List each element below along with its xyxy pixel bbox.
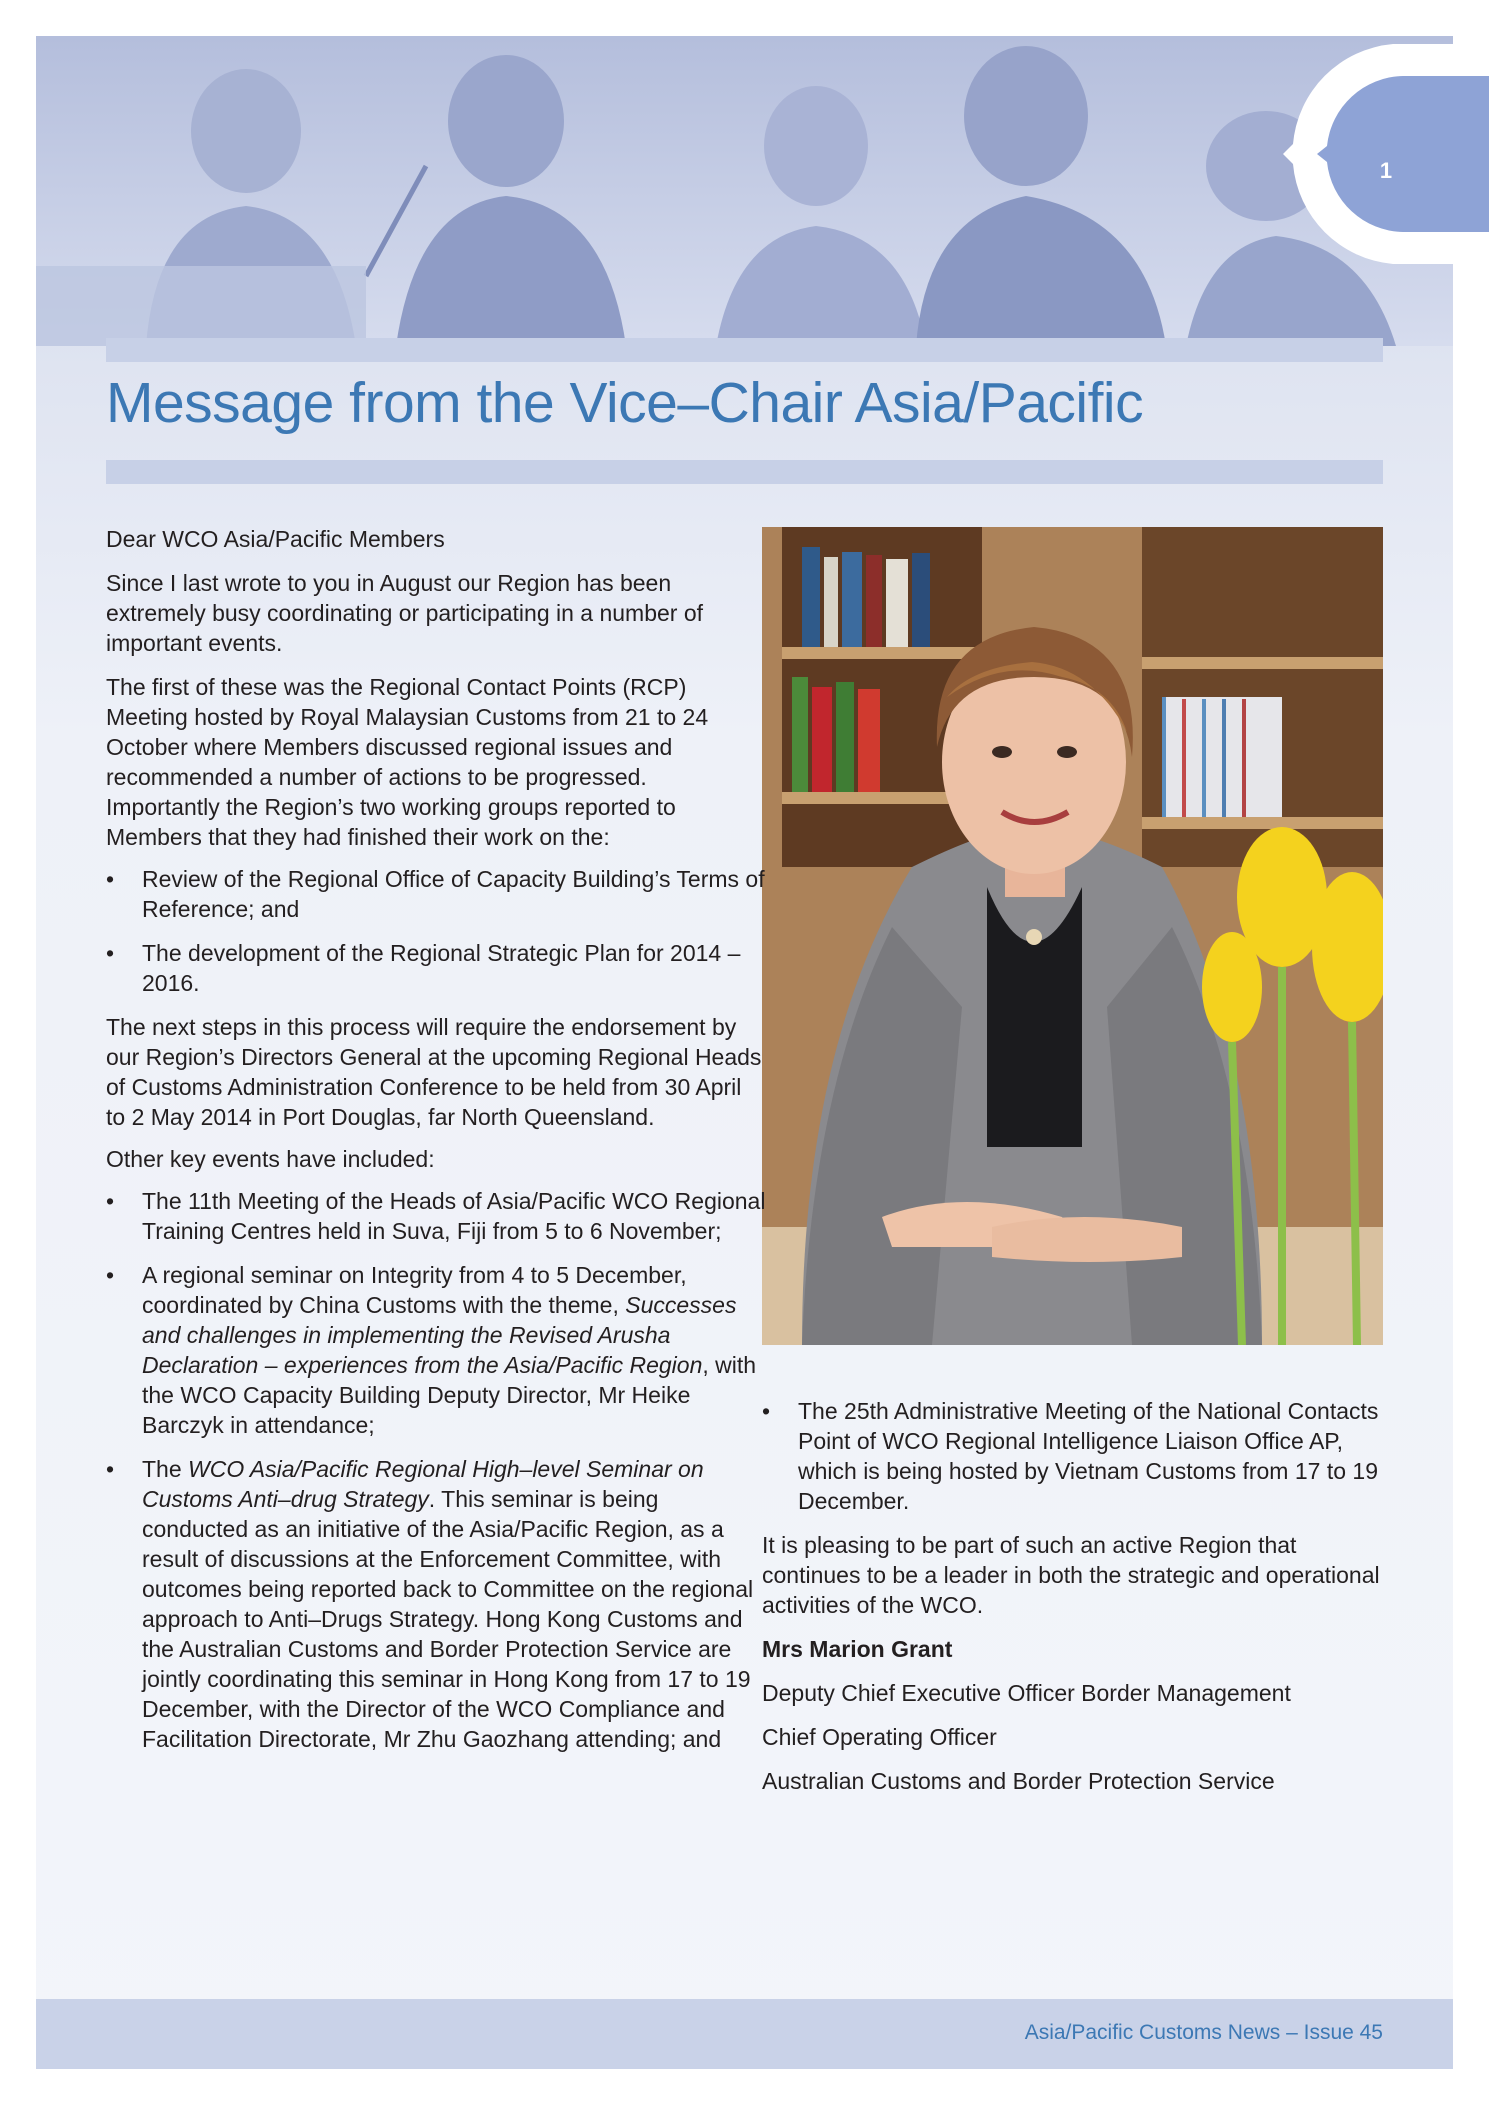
text-span: . This seminar is being conducted as an initiative of the Asia/Pacific Region, as a result of discussions at the Enforcement Committee, with outcomes being reported back to Committee on the regional approach to Anti–Drugs Strategy. Hong Kong Customs and the Australian Customs and Border Protection Service are jointly coordinating this seminar in Hong Kong from 17 to 19 December, with the Director of the WCO Compliance and Facilitation Directorate, Mr Zhu Gaozhang attending; and <box>142 1486 754 1752</box>
text-span: A regional seminar on Integrity from 4 to 5 December, coordinated by China Customs with the theme, <box>142 1262 687 1318</box>
text-span: The <box>142 1456 189 1482</box>
signature-title: Deputy Chief Executive Officer Border Management <box>762 1680 1291 1706</box>
key-events-list-continued <box>762 1396 1392 1516</box>
paragraph-intro: Since I last wrote to you in August our Region has been extremely busy coordinating or participating in a number of important events. <box>106 570 704 656</box>
list-item <box>106 1454 766 1754</box>
portrait-photo <box>762 527 1383 1345</box>
list-item: • The 25th Administrative Meeting of the National Contacts Point of WCO Regional Intelligence Liaison Office AP, which is being hosted by Vietnam Customs from 17 to 19 December. <box>762 1396 1392 1516</box>
portrait-illustration <box>762 527 1383 1345</box>
page <box>36 36 1453 2069</box>
signature-name: Mrs Marion Grant <box>762 1636 953 1662</box>
salutation: Dear WCO Asia/Pacific Members <box>106 526 445 552</box>
text-span: , with the WCO Capacity Building Deputy Director, Mr Heike Barczyk in attendance; <box>142 1352 757 1438</box>
page-number: 1 <box>1379 158 1393 183</box>
signature-organisation: Australian Customs and Border Protection Service <box>762 1768 1275 1794</box>
title-rule-top <box>106 338 1383 362</box>
footer-publication: Asia/Pacific Customs News – Issue 45 <box>1024 2021 1383 2044</box>
seminar-title: WCO Asia/Pacific Regional High–level Seminar on Customs Anti–drug Strategy <box>142 1456 704 1512</box>
seminar-theme: Successes and challenges in implementing the Revised Arusha Declaration – experiences from the Asia/Pacific Region <box>142 1292 737 1378</box>
header-banner-image <box>36 36 1453 346</box>
paragraph-rcp: The first of these was the Regional Contact Points (RCP) Meeting hosted by Royal Malaysian Customs from 21 to 24 October where Members discussed regional issues and recommended a number of actions to be progressed. Importantly the Region’s two working groups reported to Members that they had finished their work on the: <box>106 674 709 850</box>
banner-meeting-photo <box>36 36 1453 346</box>
right-column <box>762 1396 1392 1810</box>
working-groups-list <box>106 864 766 998</box>
left-column <box>106 524 766 1768</box>
list-item: • The development of the Regional Strategic Plan for 2014 – 2016. <box>106 938 766 998</box>
title-rule-bottom <box>106 460 1383 484</box>
paragraph-other-events: Other key events have included: <box>106 1146 435 1172</box>
key-events-list <box>106 1186 766 1754</box>
list-item <box>106 1260 766 1440</box>
list-item: • The 11th Meeting of the Heads of Asia/Pacific WCO Regional Training Centres held in Suva, Fiji from 5 to 6 November; <box>106 1186 766 1246</box>
list-item: • Review of the Regional Office of Capacity Building’s Terms of Reference; and <box>106 864 766 924</box>
paragraph-next-steps: The next steps in this process will require the endorsement by our Region’s Directors General at the upcoming Regional Heads of Customs Administration Conference to be held from 30 April to 2 May 2014 in Port Douglas, far North Queensland. <box>106 1014 762 1130</box>
page-title: Message from the Vice–Chair Asia/Pacific <box>106 371 1144 435</box>
page-number-tab <box>1283 44 1489 264</box>
signature-role: Chief Operating Officer <box>762 1724 997 1750</box>
paragraph-closing: It is pleasing to be part of such an active Region that continues to be a leader in both the strategic and operational activities of the WCO. <box>762 1532 1380 1618</box>
